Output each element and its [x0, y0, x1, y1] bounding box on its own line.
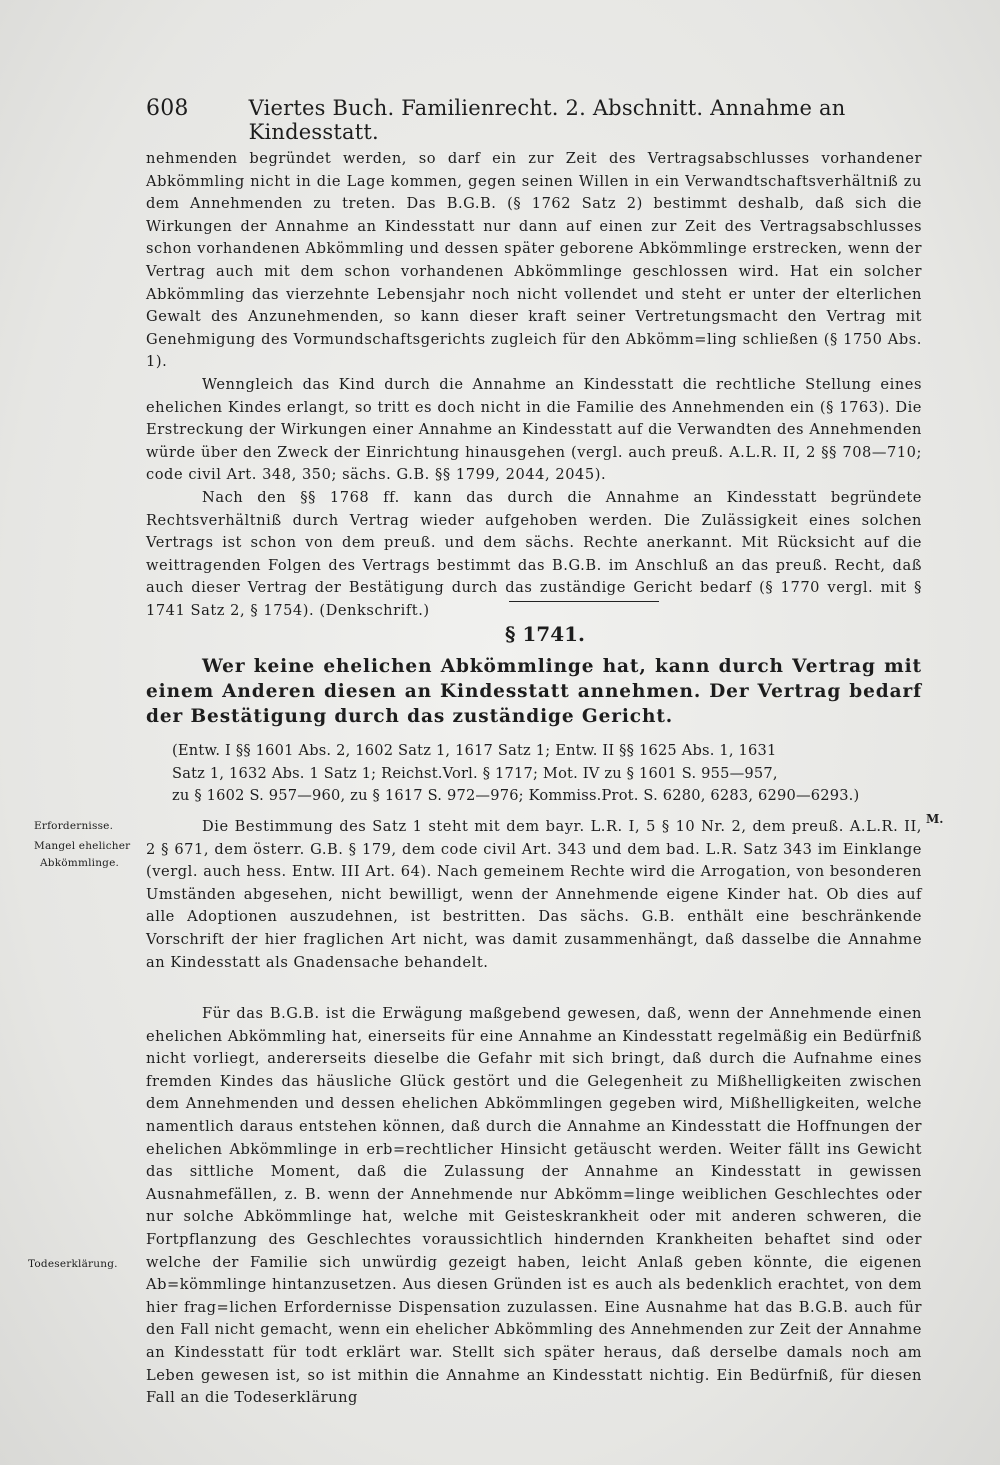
paragraph: nehmenden begründet werden, so darf ein zur Zeit des Vertragsabschlusses vorhandener Abkömmling nicht in die Lage kommen, gegen seinen Willen in ein Verwandtschaftsverhältniß zu dem Annehmenden zu treten. Das B.G.B. (§ 1762 Satz 2) bestimmt deshalb, daß sich die Wirkungen der Annahme an Kindesstatt nur dann auf einen zur Zeit des Vertragsabschlusses schon vorhandenen Abkömmling und dessen später geborene Abkömmlinge erstrecken, wenn der Vertrag auch mit dem schon vorhandenen Abkömmlinge geschlossen wird. Hat ein solcher Abkömmling das vierzehnte Lebensjahr noch nicht vollendet und steht er unter der elterlichen Gewalt des Anzunehmenden, so kann dieser kraft seiner Vertretungsmacht den Vertrag mit Genehmigung des Vormundschaftsgerichts zugleich für den Abkömm=ling schließen (§ 1750 Abs. 1). [146, 150, 922, 371]
statute-text: Wer keine ehelichen Abkömmlinge hat, kann durch Vertrag mit einem Anderen diesen an Kindesstatt annehmen. Der Vertrag bedarf der Bestätigung durch das zuständige Gericht. [146, 656, 922, 727]
section-divider [509, 601, 659, 602]
reference-line: zu § 1602 S. 957—960, zu § 1617 S. 972—976; Kommiss.Prot. S. 6280, 6283, 6290—6293.) [172, 787, 860, 804]
margin-note: Erfordernisse. [34, 820, 114, 832]
margin-note: Abkömmlinge. [40, 857, 120, 869]
paragraph: Die Bestimmung des Satz 1 steht mit dem bayr. L.R. I, 5 § 10 Nr. 2, dem preuß. A.L.R. II, 2 § 671, dem österr. G.B. § 179, dem code civil Art. 343 und dem bad. L.R. Satz 343 im Einklange (vergl. auch hess. Entw. III Art. 64). Nach gemeinem Rechte wird die Arrogation, von besonderen Umständen abgesehen, nicht bewilligt, wenn der Annehmende eigene Kinder hat. Ob dies auf alle Adoptionen auszudehnen, ist bestritten. Das sächs. G.B. enthält eine beschränkende Vorschrift der hier fraglichen Art nicht, was damit zusammenhängt, daß dasselbe die Annahme an Kindesstatt als Gnadensache behandelt. [146, 818, 922, 971]
paragraph: Nach den §§ 1768 ff. kann das durch die Annahme an Kindesstatt begründete Rechtsverhältniß durch Vertrag wieder aufgehoben werden. Die Zulässigkeit eines solchen Vertrags ist schon von dem preuß. und dem sächs. Rechte anerkannt. Mit Rücksicht auf die weittragenden Folgen des Vertrags bestimmt das B.G.B. im Anschluß an das preuß. Recht, daß auch dieser Vertrag der Bestätigung durch das zuständige Gericht bedarf (§ 1770 vergl. mit § 1741 Satz 2, § 1754). (Denkschrift.) [146, 489, 922, 619]
margin-mark: M. [926, 812, 944, 826]
reference-line: Satz 1, 1632 Abs. 1 Satz 1; Reichst.Vorl. § 1717; Mot. IV zu § 1601 S. 955—957, [172, 764, 778, 782]
running-title: Viertes Buch. Familienrecht. 2. Abschnitt. Annahme an Kindesstatt. [248, 96, 846, 144]
paragraph: Wenngleich das Kind durch die Annahme an Kindesstatt die rechtliche Stellung eines ehelichen Kindes erlangt, so tritt es doch nicht in die Familie des Annehmenden ein (§ 1763). Die Erstreckung der Wirkungen einer Annahme an Kindesstatt auf die Verwandten des Annehmenden würde über den Zweck der Einrichtung hinausgehen (vergl. auch preuß. A.L.R. II, 2 §§ 708—710; code civil Art. 348, 350; sächs. G.B. §§ 1799, 2044, 2045). [146, 376, 922, 484]
section-number: § 1741. [504, 622, 586, 646]
margin-note: Todeserklärung. [28, 1258, 118, 1270]
page-number: 608 [146, 96, 189, 121]
margin-note: Mangel ehelicher [34, 840, 131, 852]
reference-line: (Entw. I §§ 1601 Abs. 2, 1602 Satz 1, 1617 Satz 1; Entw. II §§ 1625 Abs. 1, 1631 [172, 742, 777, 759]
legislative-references [172, 740, 924, 808]
paragraph: Für das B.G.B. ist die Erwägung maßgebend gewesen, daß, wenn der Annehmende einen ehelichen Abkömmling hat, einerseits für eine Annahme an Kindesstatt regelmäßig ein Bedürfniß nicht vorliegt, andererseits dieselbe die Gefahr mit sich bringt, daß durch die Aufnahme eines fremden Kindes das häusliche Glück gestört und die Gelegenheit zu Mißhelligkeiten zwischen dem Annehmenden und dessen ehelichen Abkömmlingen gegeben wird, Mißhelligkeiten, welche namentlich daraus entstehen können, daß durch die Annahme an Kindesstatt die Hoffnungen der ehelichen Abkömmlinge in erb=rechtlicher Hinsicht getäuscht werden. Weiter fällt ins Gewicht das sittliche Moment, daß die Zulassung der Annahme an Kindesstatt in gewissen Ausnahmefällen, z. B. wenn der Annehmende nur Abkömm=linge weiblichen Geschlechtes oder nur solche Abkömmlinge hat, welche mit Geisteskrankheit oder mit anderen schweren, die Fortpflanzung des Geschlechtes voraussichtlich hindernden Krankheiten behaftet sind oder welche der Familie sich unwürdig gezeigt haben, leicht Anlaß geben könnte, die eigenen Ab=kömmlinge hintanzusetzen. Aus diesen Gründen ist es auch als bedenklich erachtet, von dem hier frag=lichen Erfordernisse Dispensation zuzulassen. Eine Ausnahme hat das B.G.B. auch für den Fall nicht gemacht, wenn ein ehelicher Abkömmling des Annehmenden zur Zeit der Annahme an Kindesstatt für todt erklärt war. Stellt sich später heraus, daß derselbe damals noch am Leben gewesen ist, so ist mithin die Annahme an Kindesstatt nichtig. Ein Bedürfniß, für diesen Fall an die Todeserklärung [146, 1005, 922, 1407]
page-header [146, 96, 936, 144]
